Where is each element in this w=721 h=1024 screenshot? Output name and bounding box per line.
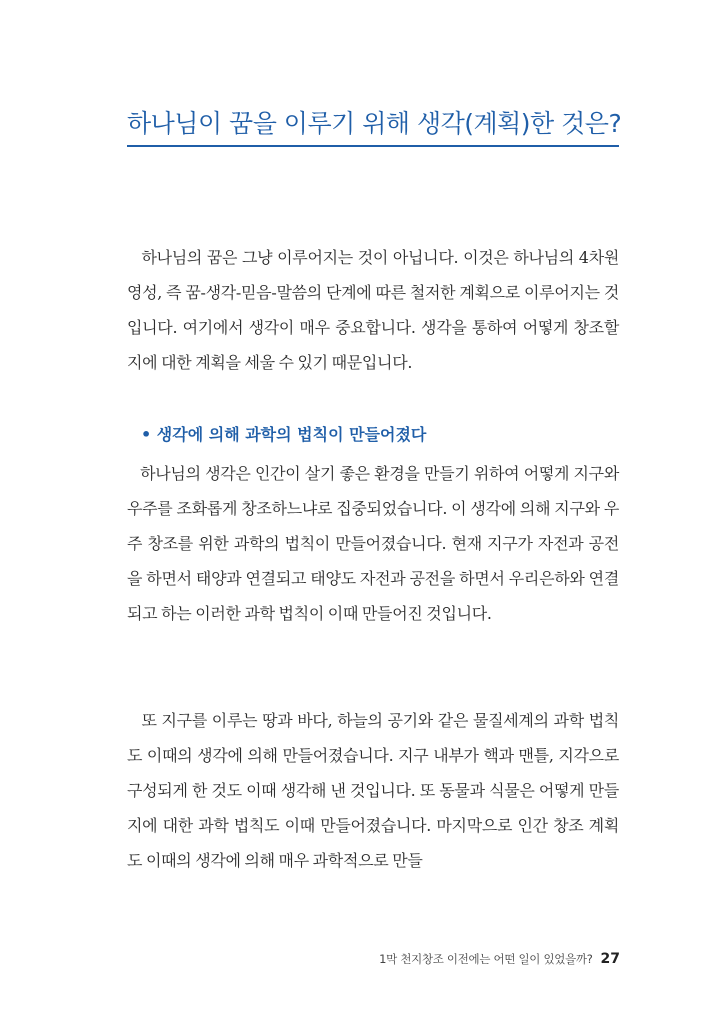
- section-subheading: • 생각에 의해 과학의 법칙이 만들어졌다: [141, 425, 427, 444]
- paragraph-material-world: [127, 703, 619, 878]
- paragraph-intro-text: 하나님의 꿈은 그냥 이루어지는 것이 아닙니다. 이것은 하나님의 4차원 영성, 즉 꿈-생각-믿음-말씀의 단계에 따른 철저한 계획으로 이루어지는 것입니다. 여기에서 생각이 매우 중요합니다. 생각을 통하여 어떻게 창조할지에 대한 계획을 세울 수 있기 때문입니다.: [127, 248, 620, 372]
- page-number: 27: [600, 951, 620, 967]
- paragraph-intro: [127, 240, 619, 380]
- title-underline: [127, 145, 619, 147]
- paragraph-material-world-text: 또 지구를 이루는 땅과 바다, 하늘의 공기와 같은 물질세계의 과학 법칙도 이때의 생각에 의해 만들어졌습니다. 지구 내부가 핵과 맨틀, 지각으로 구성되게 한 것도 이때 생각해 낸 것입니다. 또 동물과 식물은 어떻게 만들지에 대한 과학 법칙도 이때 만들어졌습니다. 마지막으로 인간 창조 계획도 이때의 생각에 의해 매우 과학적으로 만들: [127, 711, 620, 870]
- page-footer: [330, 948, 620, 967]
- paragraph-science-laws-text: 하나님의 생각은 인간이 살기 좋은 환경을 만들기 위하여 어떻게 지구와 우주를 조화롭게 창조하느냐로 집중되었습니다. 이 생각에 의해 지구와 우주 창조를 위한 과학의 법칙이 만들어졌습니다. 현재 지구가 자전과 공전을 하면서 태양과 연결되고 태양도 자전과 공전을 하면서 우리은하와 연결되고 하는 이러한 과학 법칙이 이때 만들어진 것입니다.: [127, 464, 619, 623]
- paragraph-science-laws: [127, 456, 619, 631]
- running-chapter-title: 1막 천지창조 이전에는 어떤 일이 있었을까?: [379, 952, 593, 966]
- page-title: 하나님이 꿈을 이루기 위해 생각(계획)한 것은?: [127, 109, 622, 138]
